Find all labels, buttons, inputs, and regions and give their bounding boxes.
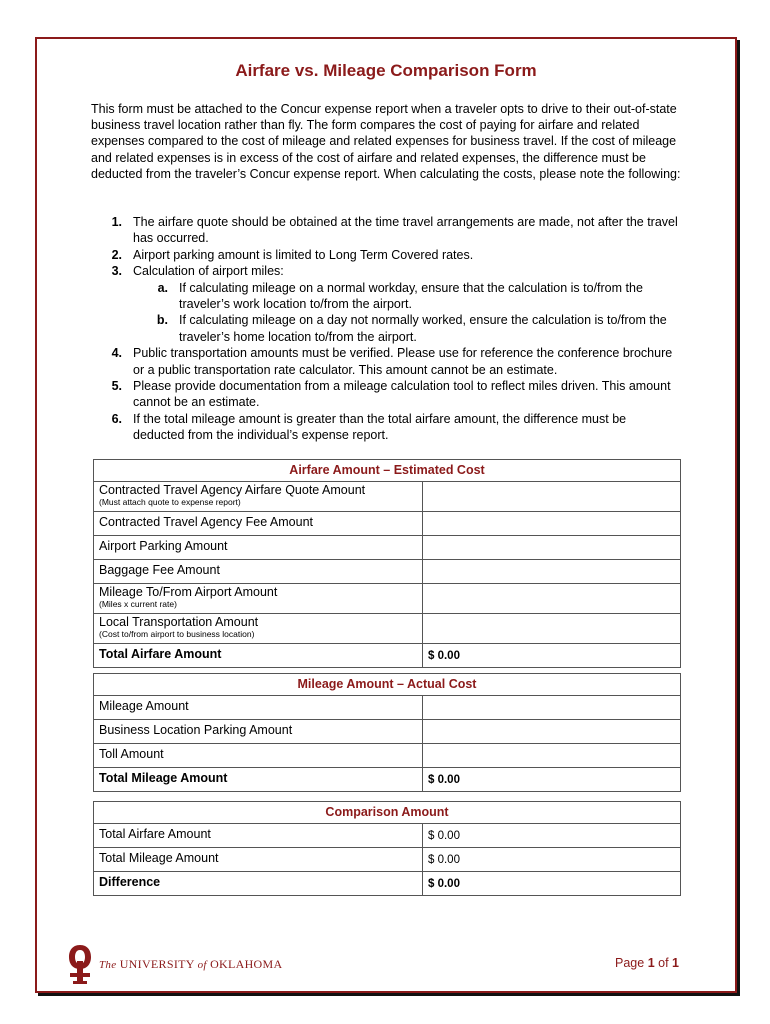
toll-amount-field[interactable] [423,744,681,768]
baggage-fee-amount-field[interactable] [423,560,681,584]
mileage-to-airport-amount-field[interactable] [423,584,681,614]
table-row [94,560,681,584]
university-name: The UNIVERSITY of OKLAHOMA [99,956,283,971]
ou-logo-icon [67,943,93,985]
table-row [94,584,681,614]
difference-label: Difference [94,872,423,896]
mileage-amount-field[interactable] [423,696,681,720]
airport-parking-amount-field[interactable] [423,536,681,560]
row-label: Contracted Travel Agency Airfare Quote Amount [99,483,366,497]
row-label: Local Transportation Amount [99,615,259,629]
row-label: Airport Parking Amount [94,536,423,560]
table-row [94,512,681,536]
comparison-airfare-value: $ 0.00 [423,824,681,848]
total-mileage-label: Total Mileage Amount [94,768,423,792]
total-airfare-value: $ 0.00 [423,644,681,668]
row-label: Total Airfare Amount [94,824,423,848]
table-row [94,696,681,720]
table-row [94,536,681,560]
instruction-subitem: a. If calculating mileage on a normal workday, ensure that the calculation is to/from the traveler’s work location to/from the airport. [157,280,643,312]
instruction-item: 6. If the total mileage amount is greater than the total airfare amount, the difference must be deducted from the individual’s expense report. [111,411,627,443]
page-frame [35,37,737,993]
instruction-item: 2. Airport parking amount is limited to Long Term Covered rates. [111,247,474,262]
difference-value: $ 0.00 [423,872,681,896]
table-row [94,768,681,792]
business-parking-amount-field[interactable] [423,720,681,744]
table-row [94,614,681,644]
table-row [94,872,681,896]
table-row [94,644,681,668]
row-label: Contracted Travel Agency Fee Amount [94,512,423,536]
row-note: (Must attach quote to expense report) [99,497,241,507]
row-label: Toll Amount [94,744,423,768]
comparison-table [93,801,681,896]
row-note: (Cost to/from airport to business location) [99,629,255,639]
row-label: Baggage Fee Amount [94,560,423,584]
total-airfare-label: Total Airfare Amount [94,644,423,668]
mileage-table-header: Mileage Amount – Actual Cost [94,674,681,696]
instruction-subitem: b. If calculating mileage on a day not normally worked, ensure the calculation is to/from the traveler’s home location to/from the airport. [156,313,667,344]
airfare-quote-amount-field[interactable] [423,482,681,512]
instruction-item: 5. Please provide documentation from a mileage calculation tool to reflect miles driven. This amount cannot be an estimate. [111,379,671,410]
instruction-item: 3. Calculation of airport miles: [111,264,284,279]
page-number: Page 1 of 1 [615,956,679,970]
table-row [94,744,681,768]
airfare-table-header: Airfare Amount – Estimated Cost [94,460,681,482]
table-row [94,482,681,512]
row-label: Business Location Parking Amount [94,720,423,744]
row-note: (Miles x current rate) [99,599,177,609]
row-label: Total Mileage Amount [94,848,423,872]
form-title: Airfare vs. Mileage Comparison Form [235,61,537,80]
total-mileage-value: $ 0.00 [423,768,681,792]
university-logo [67,943,282,985]
intro-paragraph: This form must be attached to the Concur expense report when a traveler opts to drive to their out-of-state business travel location rather than fly. The form compares the cost of paying for airfare and related expenses compared to the cost of mileage and related expenses for business travel. If the cost of mileage and related expenses is in excess of the cost of airfare and related expenses, the difference must be deducted from the traveler’s Concur expense report. When calculating the costs, please note the following: [91,102,681,181]
row-label: Mileage To/From Airport Amount [99,585,278,599]
comparison-table-header: Comparison Amount [94,802,681,824]
airfare-table [93,459,681,668]
instruction-item: 4. Public transportation amounts must be verified. Please use for reference the conference brochure or a public transportation rate calculator. This amount cannot be an estimate. [111,346,673,377]
instruction-item: 1. The airfare quote should be obtained at the time travel arrangements are made, not after the travel has occurred. [111,215,678,246]
mileage-table [93,673,681,792]
row-label: Mileage Amount [94,696,423,720]
comparison-mileage-value: $ 0.00 [423,848,681,872]
instruction-list [91,214,681,444]
table-row [94,720,681,744]
table-row [94,824,681,848]
table-row [94,848,681,872]
agency-fee-amount-field[interactable] [423,512,681,536]
local-transportation-amount-field[interactable] [423,614,681,644]
